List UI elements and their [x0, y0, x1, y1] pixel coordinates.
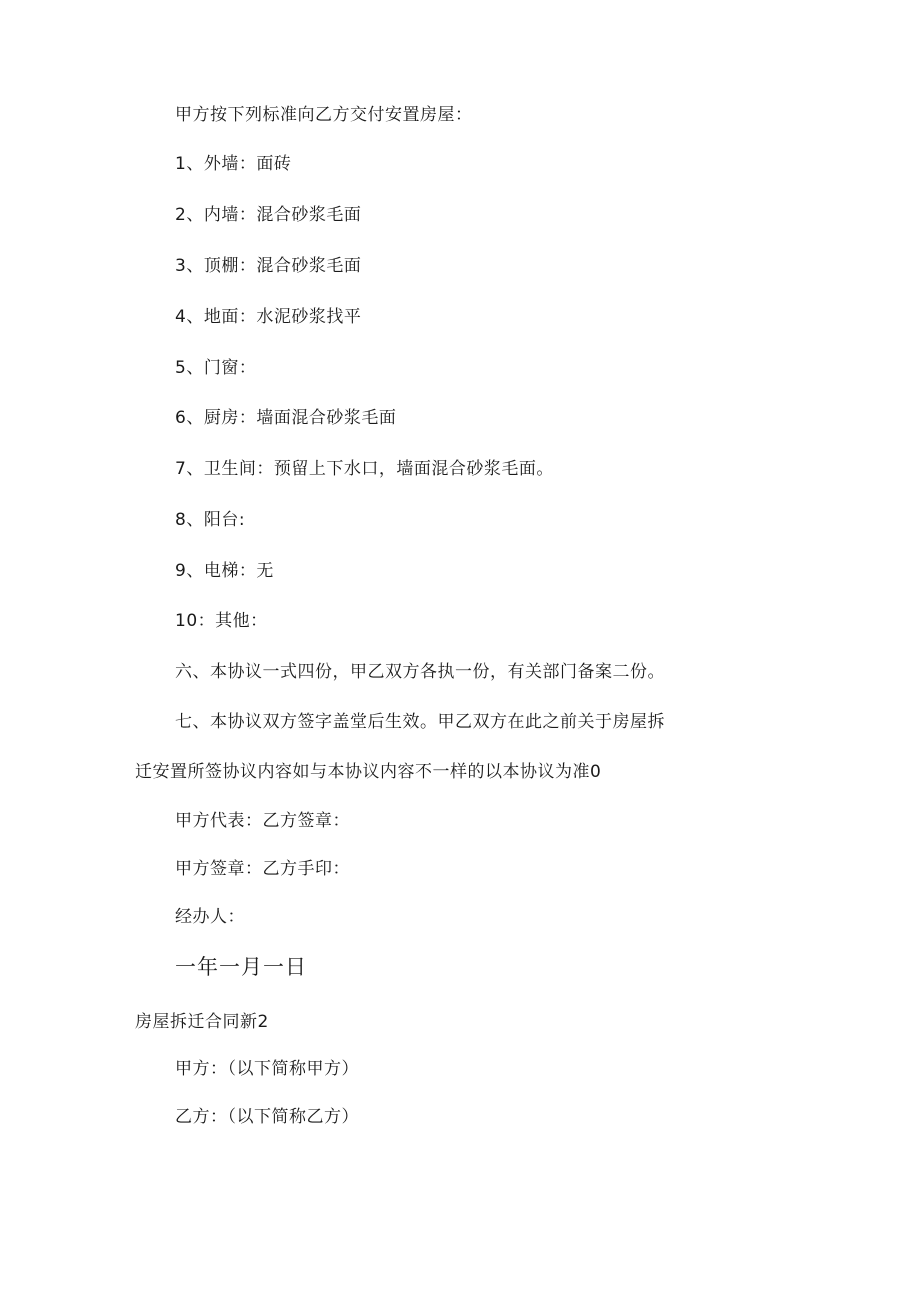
date-line: 一年一月一日: [175, 955, 307, 979]
list-item: 4、地面：水泥砂浆找平: [175, 307, 362, 327]
list-item: 10：其他：: [175, 611, 268, 631]
handler-label: 经办人：: [175, 907, 245, 927]
party-b-line: 乙方：（以下简称乙方）: [175, 1107, 359, 1127]
list-item: 7、卫生间：预留上下水口，墙面混合砂浆毛面。: [175, 459, 554, 479]
party-a-line: 甲方：（以下简称甲方）: [175, 1059, 359, 1079]
intro-paragraph: 甲方按下列标准向乙方交付安置房屋：: [175, 105, 473, 125]
list-item: 1、外墙：面砖: [175, 154, 292, 174]
list-item: 5、门窗：: [175, 358, 257, 378]
clause-six: 六、本协议一式四份，甲乙双方各执一份，有关部门备案二份。: [175, 662, 665, 682]
list-item: 6、厨房：墙面混合砂浆毛面: [175, 408, 397, 428]
signature-representative: 甲方代表：乙方签章：: [175, 811, 350, 831]
clause-seven-line-2: 迁安置所签协议内容如与本协议内容不一样的以本协议为准0: [135, 762, 602, 782]
list-item: 9、电梯：无: [175, 561, 274, 581]
section-title: 房屋拆迁合同新2: [135, 1012, 269, 1032]
signature-seal: 甲方签章：乙方手印：: [175, 859, 350, 879]
list-item: 3、顶棚：混合砂浆毛面: [175, 256, 362, 276]
list-item: 2、内墙：混合砂浆毛面: [175, 205, 362, 225]
clause-seven-line-1: 七、本协议双方签字盖堂后生效。甲乙双方在此之前关于房屋拆: [175, 712, 665, 732]
list-item: 8、阳台:: [175, 510, 246, 530]
